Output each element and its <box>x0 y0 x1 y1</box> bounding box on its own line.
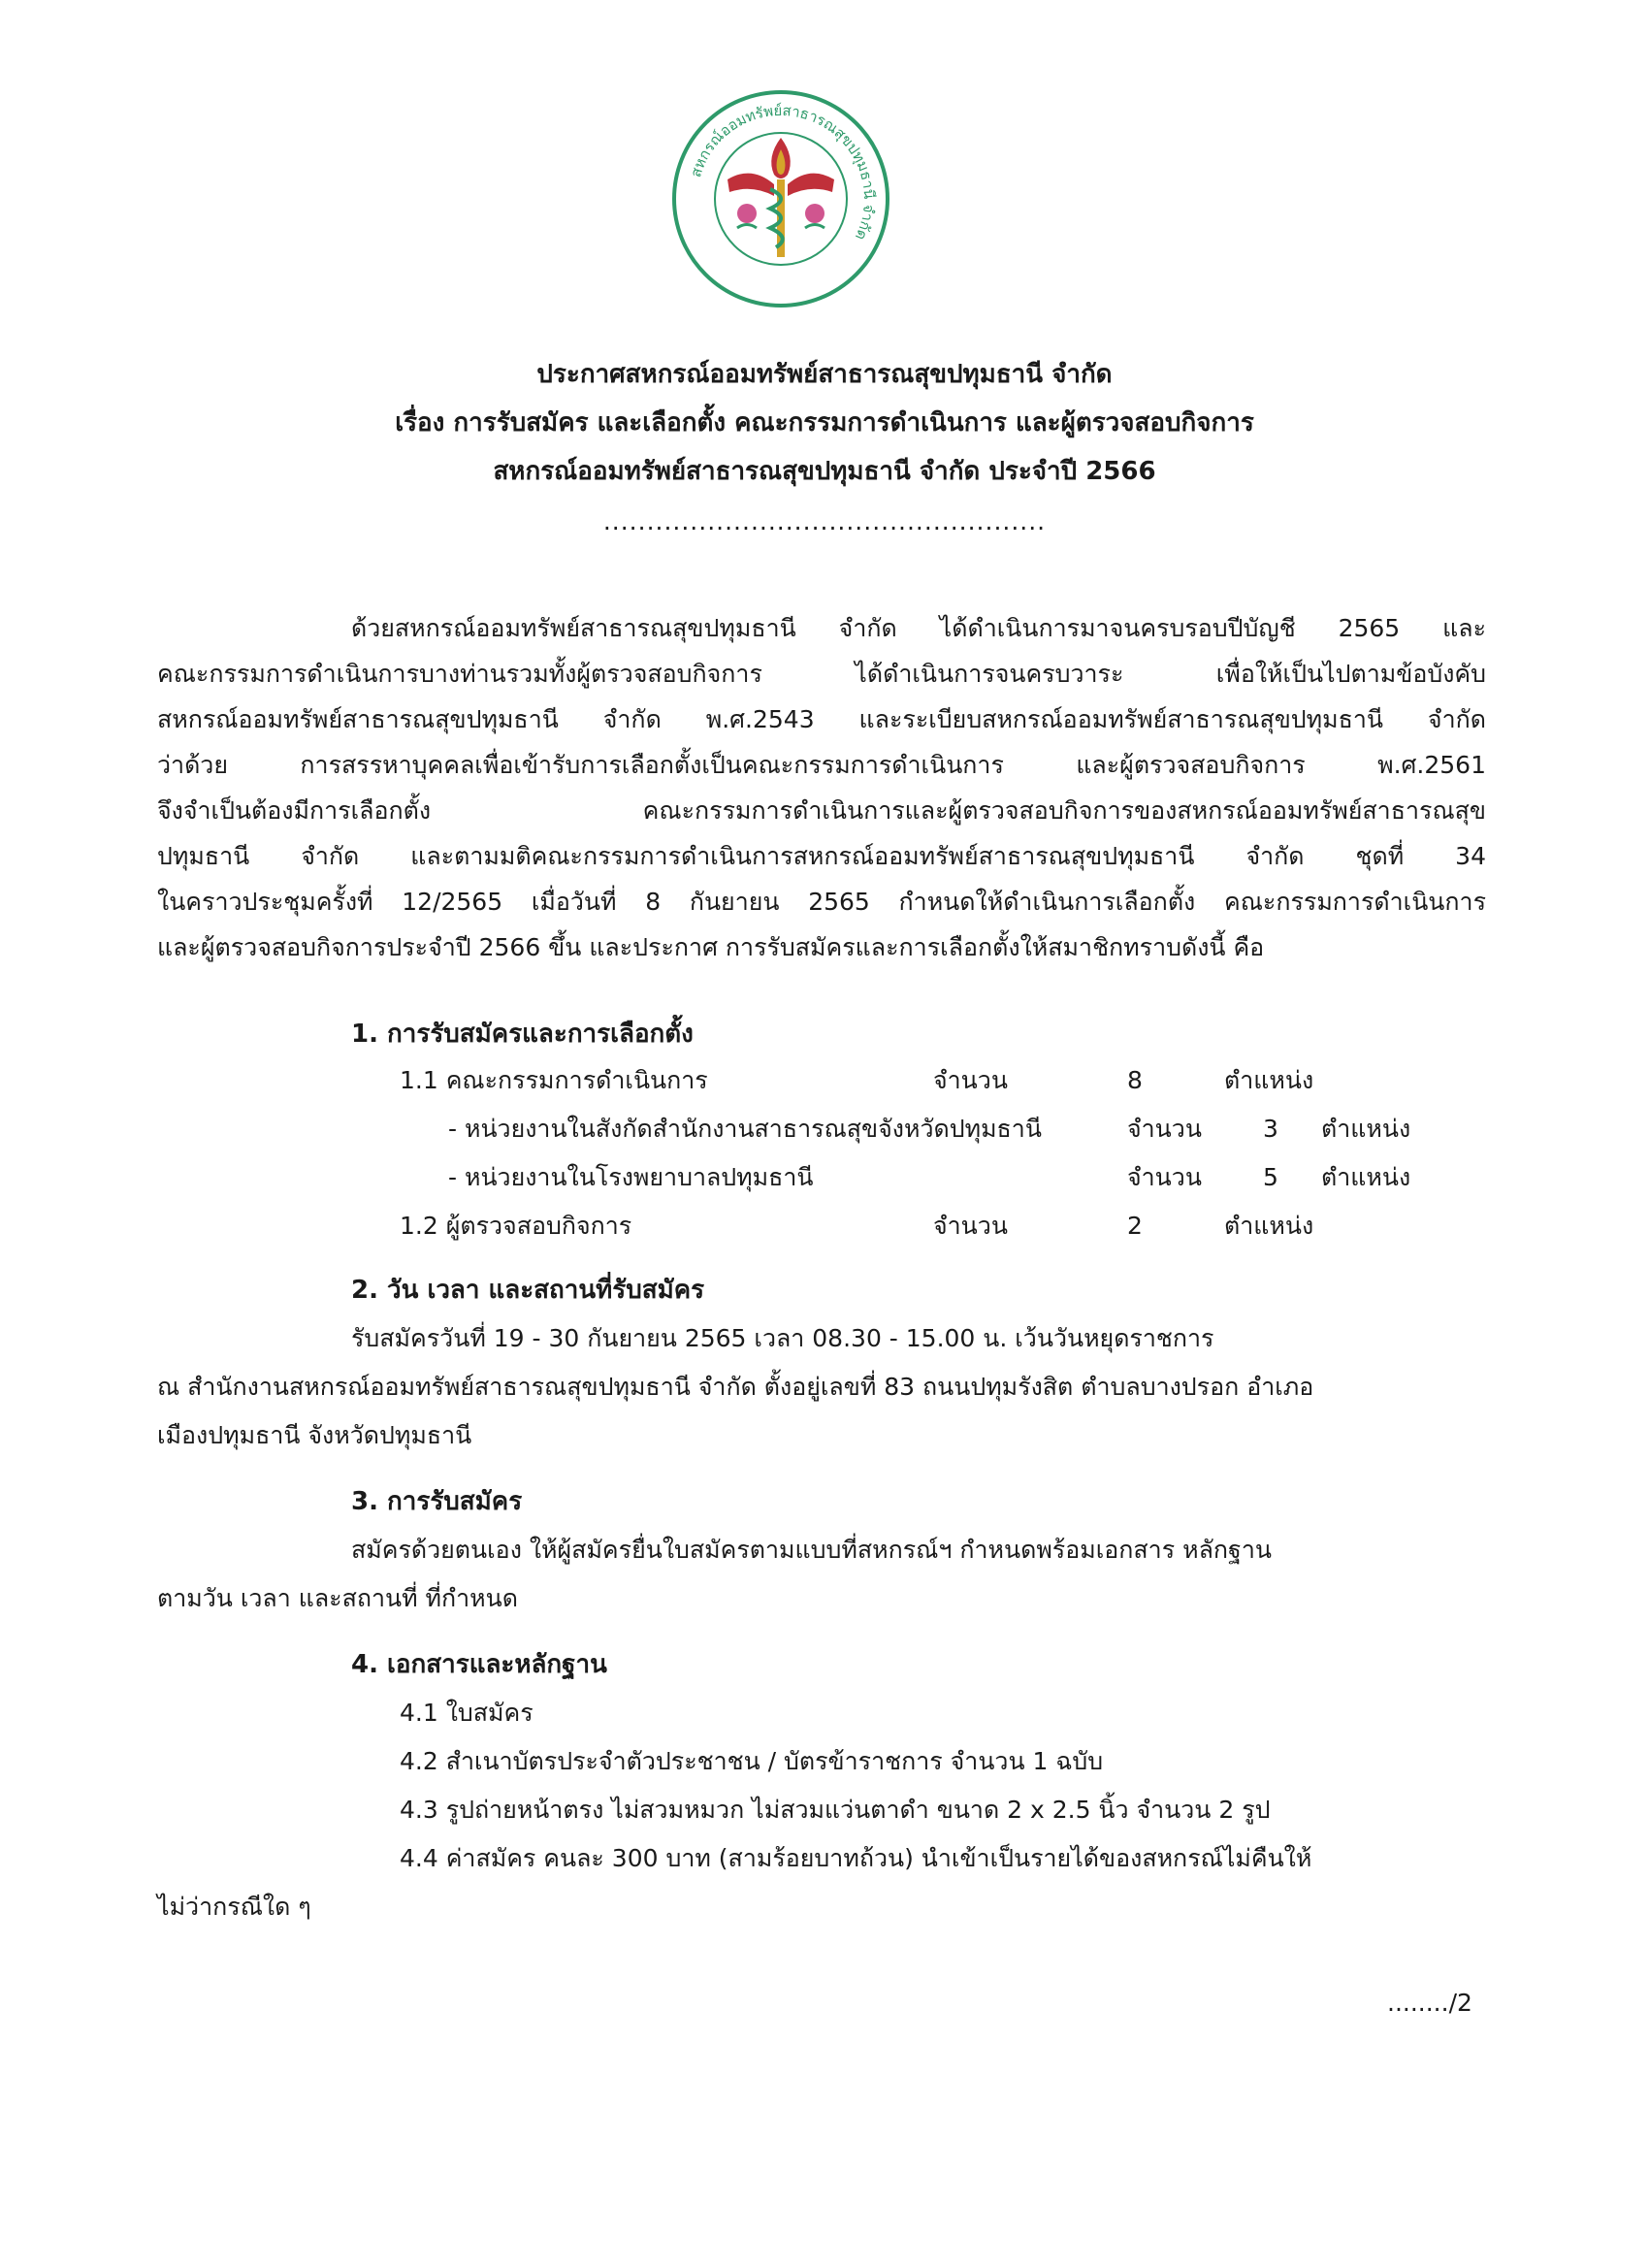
section-2-line: เมืองปทุมธานี จังหวัดปทุมธานี <box>157 1421 472 1449</box>
item-1-1-unit: ตำแหน่ง <box>1224 1066 1314 1094</box>
section-4-tail: ไม่ว่ากรณีใด ๆ <box>157 1893 311 1921</box>
intro-line: คณะกรรมการดำเนินการบางท่านรวมทั้งผู้ตรวจสอบกิจการ ได้ดำเนินการจนครบวาระ เพื่อให้เป็นไปตามข้อบังคับ <box>157 660 1486 688</box>
intro-line: ว่าด้วย การสรรหาบุคคลเพื่อเข้ารับการเลือกตั้งเป็นคณะกรรมการดำเนินการ และผู้ตรวจสอบกิจการ พ.ศ.2561 <box>157 751 1486 779</box>
item-1-1-sub-b-unit: ตำแหน่ง <box>1321 1163 1411 1191</box>
item-1-1-sub-a-qty-word: จำนวน <box>1127 1115 1202 1143</box>
section-4-item: 4.2 สำเนาบัตรประจำตัวประชาชน / บัตรข้าราชการ จำนวน 1 ฉบับ <box>400 1747 1104 1775</box>
item-1-1-qty: 8 <box>1127 1066 1143 1094</box>
intro-line: สหกรณ์ออมทรัพย์สาธารณสุขปทุมธานี จำกัด พ.ศ.2543 และระเบียบสหกรณ์ออมทรัพย์สาธารณสุขปทุมธานี จำกัด <box>157 705 1486 733</box>
intro-line: ในคราวประชุมครั้งที่ 12/2565 เมื่อวันที่ 8 กันยายน 2565 กำหนดให้ดำเนินการเลือกตั้ง คณะกรรมการดำเนินการ <box>157 888 1486 916</box>
intro-paragraph <box>157 605 1486 970</box>
intro-line: จึงจำเป็นต้องมีการเลือกตั้ง คณะกรรมการดำเนินการและผู้ตรวจสอบกิจการของสหกรณ์ออมทรัพย์สาธารณสุข <box>157 796 1486 825</box>
title-separator: ................................................... <box>602 507 1047 535</box>
section-2-heading: 2. วัน เวลา และสถานที่รับสมัคร <box>351 1276 705 1305</box>
item-1-1-sub-b-qty-word: จำนวน <box>1127 1163 1202 1191</box>
item-1-1-sub-b-label: - หน่วยงานในโรงพยาบาลปทุมธานี <box>448 1163 814 1191</box>
announcement-subtitle: สหกรณ์ออมทรัพย์สาธารณสุขปทุมธานี จำกัด ประจำปี 2566 <box>493 457 1156 486</box>
intro-line: และผู้ตรวจสอบกิจการประจำปี 2566 ขึ้น และประกาศ การรับสมัครและการเลือกตั้งให้สมาชิกทราบดังนี้ คือ <box>157 933 1265 961</box>
page-continuation-marker: ......../2 <box>1387 1989 1472 2017</box>
item-1-1-label: 1.1 คณะกรรมการดำเนินการ <box>400 1066 708 1094</box>
section-3-line: ตามวัน เวลา และสถานที่ ที่กำหนด <box>157 1584 518 1612</box>
item-1-1-sub-a-qty: 3 <box>1263 1115 1278 1143</box>
section-4-heading: 4. เอกสารและหลักฐาน <box>351 1650 607 1679</box>
section-4-item: 4.1 ใบสมัคร <box>400 1699 534 1727</box>
intro-line: ปทุมธานี จำกัด และตามมติคณะกรรมการดำเนินการสหกรณ์ออมทรัพย์สาธารณสุขปทุมธานี จำกัด ชุดที่ 34 <box>157 842 1486 870</box>
section-3-heading: 3. การรับสมัคร <box>351 1487 523 1516</box>
cooperative-seal-logo <box>669 87 892 310</box>
section-2-line: รับสมัครวันที่ 19 - 30 กันยายน 2565 เวลา 08.30 - 15.00 น. เว้นวันหยุดราชการ <box>351 1324 1214 1352</box>
seal-text: สหกรณ์ออมทรัพย์สาธารณสุขปทุมธานี จำกัด <box>687 101 879 243</box>
announcement-subject: เรื่อง การรับสมัคร และเลือกตั้ง คณะกรรมการดำเนินการ และผู้ตรวจสอบกิจการ <box>395 408 1254 437</box>
item-1-1-qty-word: จำนวน <box>933 1066 1008 1094</box>
item-1-2-unit: ตำแหน่ง <box>1224 1212 1314 1240</box>
item-1-1-sub-a-unit: ตำแหน่ง <box>1321 1115 1411 1143</box>
section-2-line: ณ สำนักงานสหกรณ์ออมทรัพย์สาธารณสุขปทุมธานี จำกัด ตั้งอยู่เลขที่ 83 ถนนปทุมรังสิต ตำบลบางปรอก อำเภอ <box>157 1373 1314 1401</box>
section-4-item: 4.4 ค่าสมัคร คนละ 300 บาท (สามร้อยบาทถ้วน) นำเข้าเป็นรายได้ของสหกรณ์ไม่คืนให้ <box>400 1844 1312 1872</box>
section-3-line: สมัครด้วยตนเอง ให้ผู้สมัครยื่นใบสมัครตามแบบที่สหกรณ์ฯ กำหนดพร้อมเอกสาร หลักฐาน <box>351 1536 1272 1564</box>
item-1-1-sub-b-qty: 5 <box>1263 1163 1278 1191</box>
item-1-2-qty-word: จำนวน <box>933 1212 1008 1240</box>
section-4-item: 4.3 รูปถ่ายหน้าตรง ไม่สวมหมวก ไม่สวมแว่นตาดำ ขนาด 2 x 2.5 นิ้ว จำนวน 2 รูป <box>400 1796 1271 1824</box>
announcement-title: ประกาศสหกรณ์ออมทรัพย์สาธารณสุขปทุมธานี จำกัด <box>536 360 1113 389</box>
item-1-2-label: 1.2 ผู้ตรวจสอบกิจการ <box>400 1212 632 1240</box>
item-1-1-sub-a-label: - หน่วยงานในสังกัดสำนักงานสาธารณสุขจังหวัดปทุมธานี <box>448 1115 1042 1143</box>
section-1-heading: 1. การรับสมัครและการเลือกตั้ง <box>351 1020 694 1049</box>
intro-line: ด้วยสหกรณ์ออมทรัพย์สาธารณสุขปทุมธานี จำกัด ได้ดำเนินการมาจนครบรอบปีบัญชี 2565 และ <box>351 614 1486 642</box>
item-1-2-qty: 2 <box>1127 1212 1143 1240</box>
